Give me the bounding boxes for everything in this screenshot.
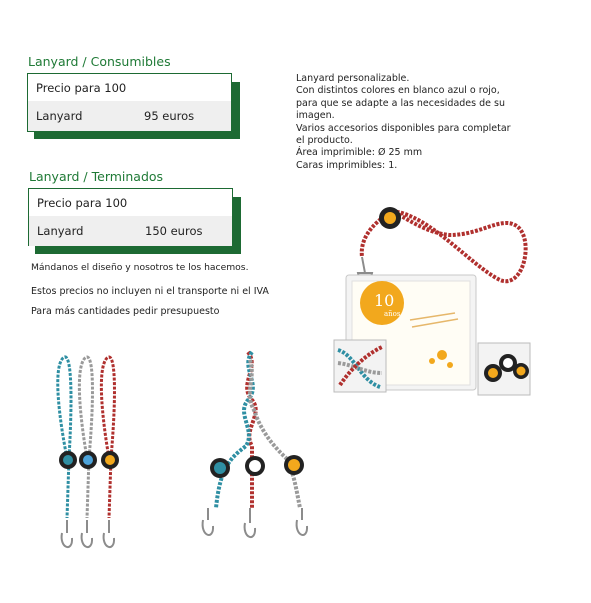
grey-cord bbox=[250, 360, 300, 508]
slider-logo bbox=[105, 455, 115, 465]
description-line: Caras imprimibles: 1. bbox=[296, 159, 398, 171]
slider-logo bbox=[83, 455, 93, 465]
table-header-row bbox=[28, 74, 231, 101]
table-card bbox=[28, 188, 233, 246]
item-price: 150 euros bbox=[145, 224, 203, 238]
slider-logo bbox=[288, 459, 300, 471]
clip-icon bbox=[245, 508, 255, 537]
description-line: Con distintos colores en blanco azul o rojo, bbox=[296, 85, 500, 97]
grey-cord bbox=[79, 357, 92, 518]
slider-logo bbox=[384, 212, 396, 224]
description-line: Lanyard personalizable. bbox=[296, 73, 410, 84]
three-lanyards-photo bbox=[45, 348, 135, 563]
clip-icon bbox=[82, 520, 92, 547]
blue-cord bbox=[58, 357, 71, 518]
red-cord bbox=[101, 357, 114, 518]
slider-logo bbox=[214, 462, 226, 474]
clip-icon bbox=[104, 520, 114, 547]
item-name: Lanyard bbox=[36, 109, 83, 123]
clip-icon bbox=[203, 508, 213, 535]
design-note: Mándanos el diseño y nosotros te los hacemos. bbox=[31, 262, 249, 273]
badge-number: 10 bbox=[374, 291, 395, 310]
inset-slider-logo bbox=[488, 368, 498, 378]
lanyard-badge-photo bbox=[330, 195, 580, 400]
table-row bbox=[28, 101, 231, 131]
slider-logo bbox=[249, 460, 261, 472]
clip-icon bbox=[62, 520, 72, 547]
terminados-price-table bbox=[28, 188, 241, 254]
terminados-title: Lanyard / Terminados bbox=[29, 169, 164, 184]
card-dot bbox=[437, 350, 447, 360]
table-header-row bbox=[29, 189, 232, 216]
clip-icon bbox=[297, 508, 307, 535]
table-header-label: Precio para 100 bbox=[37, 195, 128, 210]
slider-logo bbox=[63, 455, 73, 465]
transport-note: Estos precios no incluyen ni el transporte ni el IVA bbox=[31, 286, 269, 297]
product-description bbox=[296, 73, 511, 172]
table-header-label: Precio para 100 bbox=[36, 80, 127, 95]
blue-cord bbox=[216, 352, 253, 508]
badge-word: años bbox=[384, 310, 401, 318]
card-dot bbox=[429, 358, 435, 364]
description-line: imagen. bbox=[296, 110, 335, 122]
description-line: Varios accesorios disponibles para completar bbox=[296, 122, 511, 134]
quantity-note: Para más cantidades pedir presupuesto bbox=[31, 306, 220, 317]
table-row bbox=[29, 216, 232, 246]
inset-slider-logo bbox=[503, 358, 513, 368]
consumibles-title: Lanyard / Consumibles bbox=[28, 54, 171, 69]
item-name: Lanyard bbox=[37, 224, 84, 238]
inset-slider-logo bbox=[517, 367, 526, 376]
item-price: 95 euros bbox=[144, 109, 195, 123]
braided-lanyards-photo bbox=[190, 348, 330, 558]
card-dot bbox=[447, 362, 453, 368]
consumibles-price-table bbox=[27, 73, 240, 139]
description-line: el producto. bbox=[296, 135, 353, 147]
table-card bbox=[27, 73, 232, 132]
description-line: para que se adapte a las necesidades de su bbox=[296, 97, 505, 109]
description-line: Área imprimible: Ø 25 mm bbox=[296, 147, 423, 159]
